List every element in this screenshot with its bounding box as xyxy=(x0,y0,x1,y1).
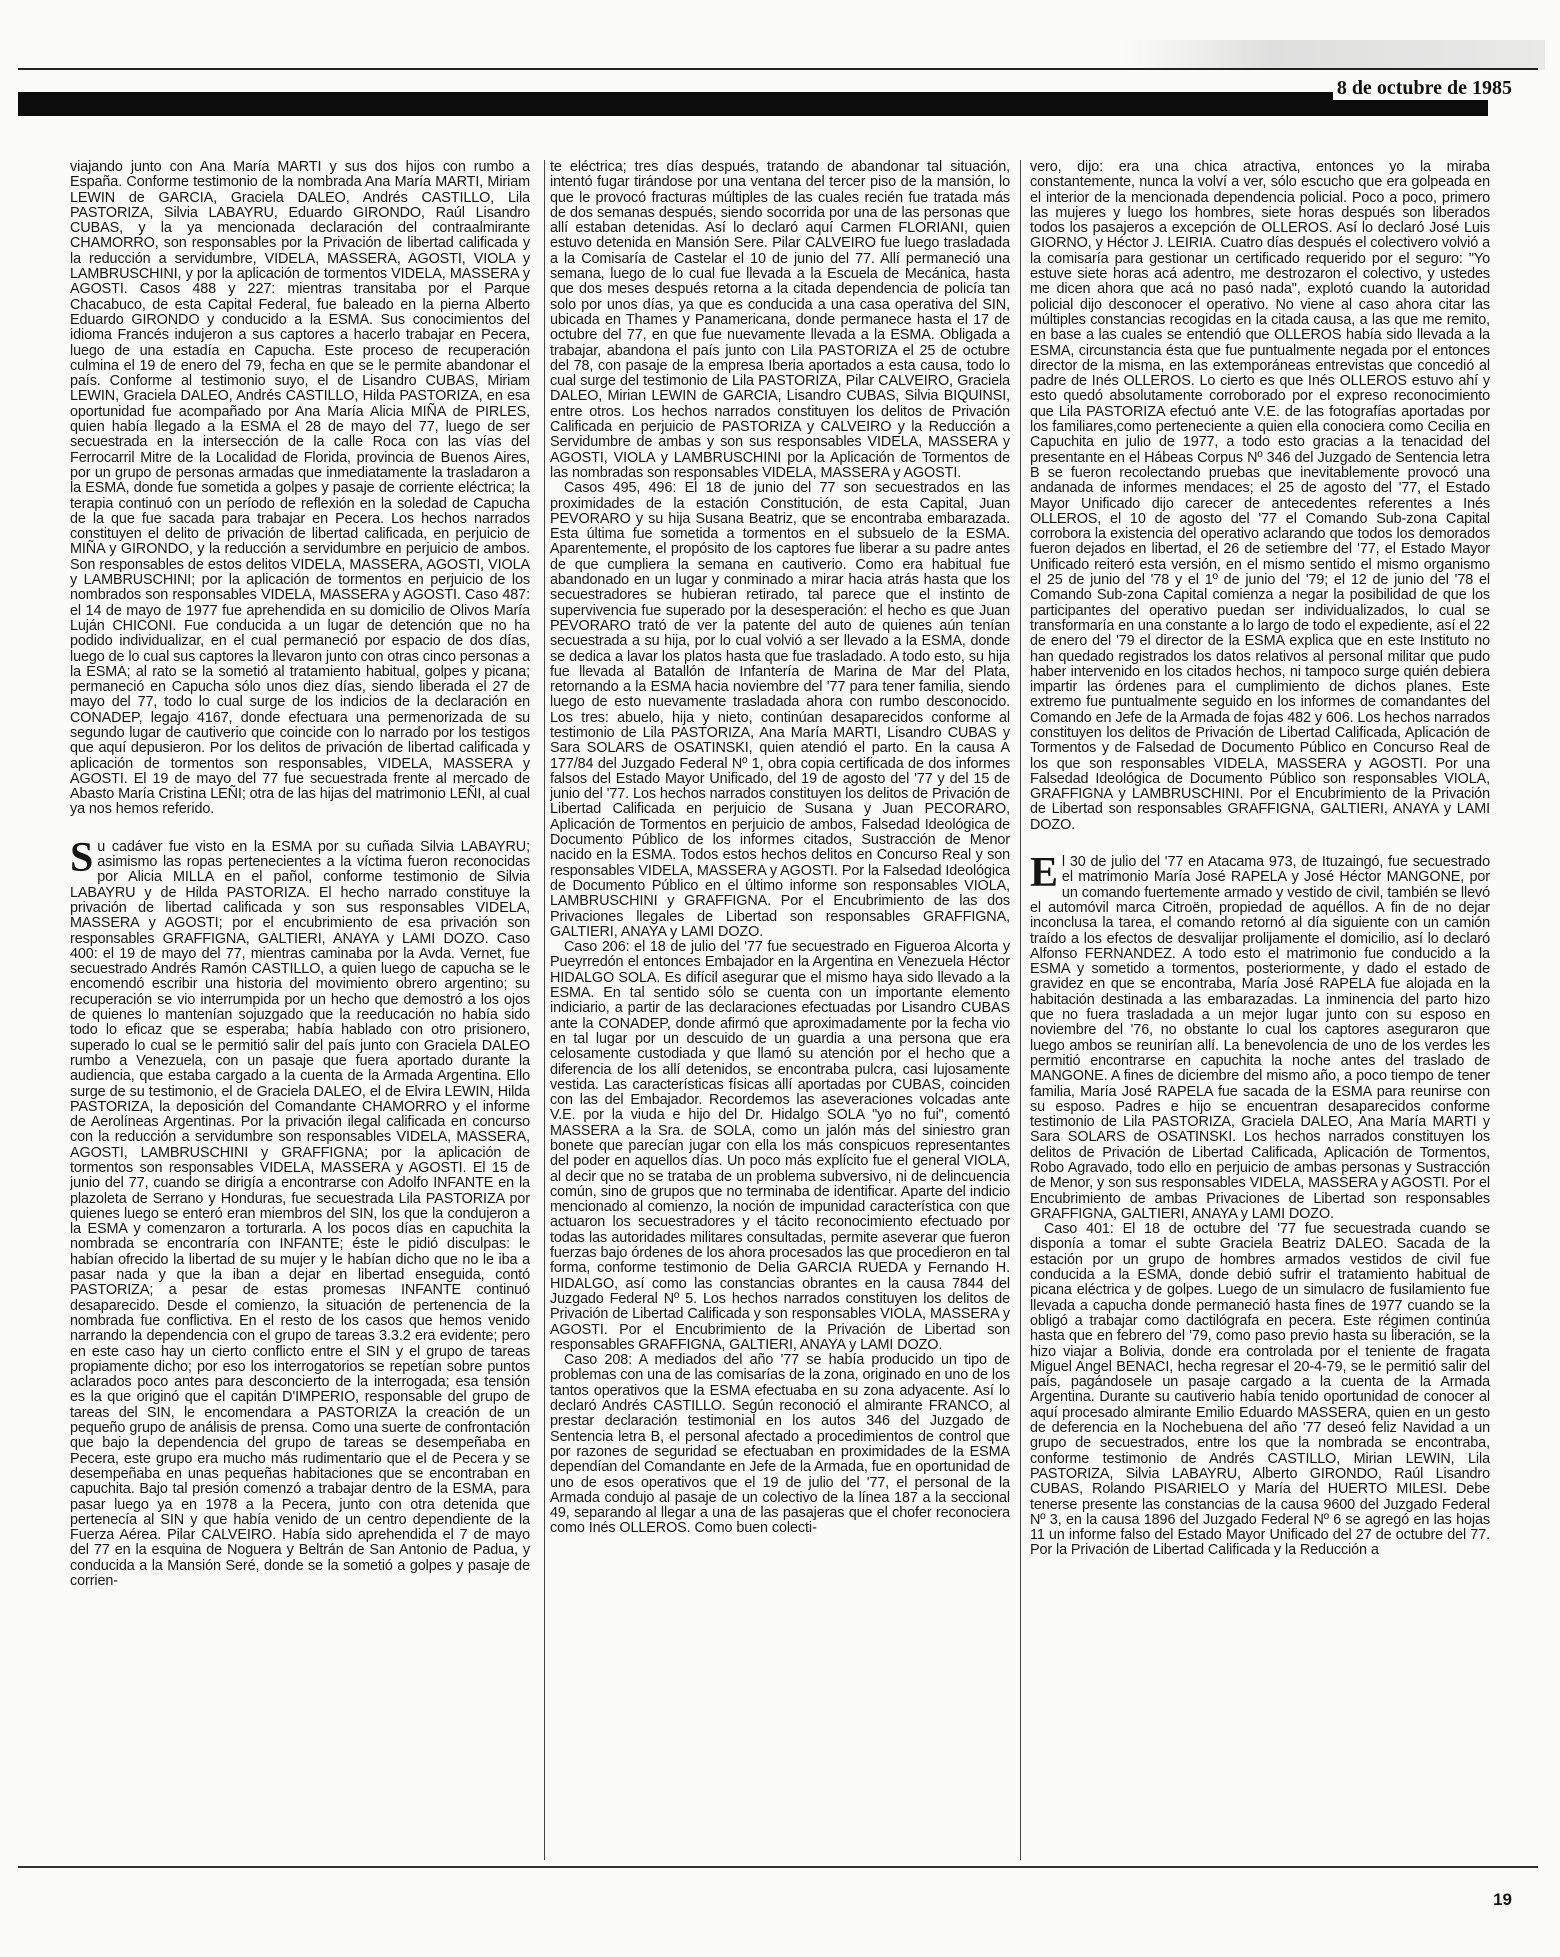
paragraph: te eléctrica; tres días después, tratando de abandonar tal situación, intentó fugar tirándose por una ventana del tercer piso de la mansión, lo que le provocó fracturas múltiples de las cuales recién fue tratada más de dos semanas después, siendo socorrida por una de las personas que allí estaban detenidas. Así lo declaró aquí Carmen FLORIANI, quien estuvo detenida en Mansión Sere. Pilar CALVEIRO fue luego trasladada a la Comisaría de Castelar el 10 de junio del 77. Allí permaneció una semana, luego de lo cual fue llevada a la Escuela de Mecánica, hasta que dos meses después retorna a la citada dependencia de policía tan solo por unos días, ya que es conducida a una casa operativa del SIN, ubicada en Thames y Panamericana, donde permanece hasta el 17 de octubre del 77, en que fue nuevamente llevada a la ESMA. Obligada a trabajar, abandona el país junto con Lila PASTORIZA el 25 de octubre del 78, con pasaje de la empresa Iberia aportados a esta causa, todo lo cual surge del testimonio de Lila PASTORIZA, Pilar CALVEIRO, Graciela DALEO, Mirian LEWIN de GARCIA, Lisandro CUBAS, Silvia BIQUINSI, entre otros. Los hechos narrados constituyen los delitos de Privación Calificada en perjuicio de PASTORIZA y CALVEIRO y la Reducción a Servidumbre de ambas y son sus responsables VIDELA, MASSERA y AGOSTI, VIOLA y LAMBRUSCHINI por la Aplicación de Tormentos de las nombradas son responsables VIDELA, MASSERA y AGOSTI. xyxy=(550,160,1010,481)
header-bar xyxy=(18,92,1488,116)
paragraph: Caso 206: el 18 de julio del '77 fue secuestrado en Figueroa Alcorta y Pueyrredón el entonces Embajador en la Argentina en Venezuela Héctor HIDALGO SOLA. Es difícil asegurar que el mismo haya sido llevado a la ESMA. En tal sentido sólo se cuenta con un importante elemento indiciario, a partir de las declaraciones efectuadas por Lisandro CUBAS ante la CONADEP, donde afirmó que aproximadamente por la fecha vio en tal lugar por un descuido de un guardia a una persona que era celosamente custodiada y que llamó su atención por el hecho que a diferencia de los allí detenidos, se encontraba pulcra, casi lujosamente vestida. Las características físicas allí aportadas por CUBAS, coinciden con las del Embajador. Recordemos las aseveraciones volcadas ante V.E. por la viuda e hijo del Dr. Hidalgo SOLA "yo no fui", comentó MASSERA a la Sra. de SOLA, como un jalón más del siniestro gran bonete que parecían jugar con ella los más conspicuos representantes del poder en aquellos días. Un poco más explícito fue el general VIOLA, al decir que no se trataba de un problema subversivo, ni de delincuencia común, sino de grupos que no terminaba de identificar. Aparte del indicio mencionado al comienzo, la noción de impunidad característica con que actuaron los secuestradores y el tácito reconocimiento efectuado por todas las autoridades militares consultadas, permite aseverar que fueron fuerzas bajo órdenes de los ahora procesados las que procedieron en tal forma, conforme testimonio de Delia GARCIA RUEDA y Fernando H. HIDALGO, así como las constancias obrantes en la causa 7844 del Juzgado Federal Nº 5. Los hechos narrados constituyen los delitos de Privación de Libertad Calificada y son responsables VIOLA, MASSERA y AGOSTI. Por el Encubrimiento de la Privación de Libertad son responsables GRAFFIGNA, GALTIERI, ANAYA y LAMI DOZO. xyxy=(550,939,1010,1353)
bottom-rule xyxy=(18,1866,1538,1868)
bleed-through-shadow xyxy=(1125,40,1545,70)
column-1 xyxy=(70,160,530,1850)
paragraph: Casos 495, 496: El 18 de junio del 77 son secuestrados en las proximidades de la estación Constitución, de esta Capital, Juan PEVORARO y su hija Susana Beatriz, que se encontraba embarazada. Esta última fue sometida a tormentos en el subsuelo de la ESMA. Aparentemente, el propósito de los captores fue liberar a su padre antes de que cumpliera la semana en cautiverio. Como era habitual fue abandonado en un lugar y conminado a mirar hacia atrás hasta que los secuestradores se hubieran retirado, tal parece que el instinto de supervivencia fue superado por la desesperación: el hecho es que Juan PEVORARO trató de ver la patente del auto de quienes aún tenían secuestrada a su hija, por lo cual volvió a ser llevado a la ESMA, donde se dedica a lavar los platos hasta que fue trasladado. A todo esto, su hija fue llevada al Batallón de Infantería de Marina de Mar del Plata, retornando a la ESMA hacia noviembre del '77 para tener familia, siendo luego de esto nuevamente trasladada ahora con rumbo desconocido. Los tres: abuelo, hija y nieto, continúan desaparecidos conforme al testimonio de Lila PASTORIZA, Ana María MARTI, Lisandro CUBAS y Sara SOLARS de OSATINSKI, quien atendió el parto. En la causa A 177/84 del Juzgado Federal Nº 1, obra copia certificada de dos informes falsos del Estado Mayor Unificado, del 19 de agosto del '77 y del 15 de junio del '77. Los hechos narrados constituyen los delitos de Privación de Libertad Calificada en perjuicio de Susana y Juan PECORARO, Aplicación de Tormentos en perjuicio de ambos, Falsedad Ideológica de Documento Público de los informes citados, Sustracción de Menor nacido en la ESMA. Todos estos hechos delitos en Concurso Real y son responsables VIDELA, MASSERA y AGOSTI. Por la Falsedad Ideológica de Documento Público en el último informe son responsables VIOLA, LAMBRUSCHINI y GRAFFIGNA. Por el Encubrimiento de las dos Privaciones llegales de Libertad son responsables GRAFFIGNA, GALTIERI, ANAYA y LAMI DOZO. xyxy=(550,480,1010,940)
paragraph: Caso 401: El 18 de octubre del '77 fue secuestrada cuando se disponía a tomar el subte Graciela Beatriz DALEO. Sacada de la estación por un grupo de hombres armados vestidos de civil fue conducida a la ESMA, donde debió sufrir el tratamiento habitual de picana eléctrica y de golpes. Luego de un simulacro de fusilamiento fue llevada a capucha donde permaneció hasta fines de 1977 cuando se la obligó a trabajar como dactilógrafa en pecera. Este régimen continúa hasta que en febrero del '79, como paso previo hasta su liberación, se la hizo viajar a Bolivia, donde era controlada por el teniente de fragata Miguel Angel BENACI, hecha regresar el 20-4-79, se le permitió salir del país, pagándosele un pasaje cargado a la cuenta de la Armada Argentina. Durante su cautiverio había tenido oportunidad de conocer al aquí procesado almirante Emilio Eduardo MASSERA, quien en un gesto de deferencia en la Nochebuena del año '77 deseó feliz Navidad a un grupo de secuestrados, entre los que la nombrada se encontraba, conforme testimonio de Andrés CASTILLO, Mirian LEWIN, Lila PASTORIZA, Silvia LABAYRU, Alberto GIRONDO, Raúl Lisandro CUBAS, Rolando PISARIELO y María del HUERTO MILESI. Debe tenerse presente las constancias de la causa 9600 del Juzgado Federal Nº 3, en la causa 1896 del Juzgado Federal Nº 6 se agregó en las hojas 11 un informe falso del Estado Mayor Unificado del 27 de octubre del 77. Por la Privación de Libertad Calificada y la Reducción a xyxy=(1030,1221,1490,1559)
paragraph: viajando junto con Ana María MARTI y sus dos hijos con rumbo a España. Conforme testimonio de la nombrada Ana María MARTI, Miriam LEWIN de GARCIA, Graciela DALEO, Andrés CASTILLO, Lila PASTORIZA, Silvia LABAYRU, Eduardo GIRONDO, Raúl Lisandro CUBAS, y la ya mencionada declaración del contraalmirante CHAMORRO, son responsables por la Privación de libertad calificada y la reducción a servidumbre, VIDELA, MASSERA, AGOSTI, VIOLA y LAMBRUSCHINI, y por la aplicación de tormentos VIDELA, MASSERA y AGOSTI. Casos 488 y 227: mientras transitaba por el Parque Chacabuco, de esta Capital Federal, fue baleado en la pierna Alberto Eduardo GIRONDO y conducido a la ESMA. Sus conocimientos del idioma Francés indujeron a sus captores a hacerlo trabajar en Pecera, luego de una estadía en Capucha. Este proceso de recuperación culmina el 19 de enero del 79, fecha en que se le permite abandonar el país. Conforme al testimonio suyo, el de Lisandro CUBAS, Miriam LEWIN, Graciela DALEO, Andrés CASTILLO, Hilda PASTORIZA, en esa oportunidad fue acompañado por Ana María Alicia MIÑA de PIRLES, quien había llegado a la ESMA el 28 de mayo del 77, luego de ser secuestrada en la intersección de la calle Roca con las vías del Ferrocarril Mitre de la Localidad de Florida, provincia de Buenos Aires, por un grupo de personas armadas que inmediatamente la trasladaron a la ESMA, donde fue sometida a golpes y pasaje de corriente eléctrica; la terapia continuó con un período de reflexión en la soledad de Capucha de la que fue sacada para trabajar en Pecera. Los hechos narrados constituyen el delito de privación de libertad calificada, en perjuicio de MIÑA y GIRONDO, y la reducción a servidumbre en perjuicio de ambos. Son responsables de estos delitos VIDELA, MASSERA, AGOSTI, VIOLA y LAMBRUSCHINI; por la aplicación de tormentos en perjuicio de los nombrados son responsables VIDELA, MASSERA y AGOSTI. Caso 487: el 14 de mayo de 1977 fue aprehendida en su domicilio de Olivos María Luján CHICONI. Fue conducida a un lugar de detención que no ha podido individualizar, en el cual permaneció por espacio de dos días, luego de lo cual sus captores la llevaron junto con otras cinco personas a la ESMA; al rato se la sometió al tratamiento habitual, golpes y picana; permaneció en Capucha sólo unos diez días, siendo liberada el 27 de mayo del 77, todo lo cual surge de los indicios de la declaración en CONADEP, legajo 4167, donde efectuara una permenorizada de su segundo lugar de cautiverio que coincide con lo narrado por los testigos que aquí depusieron. Por los delitos de privación de libertad calificada y aplicación de tormentos son responsables, VIDELA, MASSERA y AGOSTI. El 19 de mayo del 77 fue secuestrada frente al mercado de Abasto María Cristina LEÑI; otra de las hijas del matrimonio LEÑI, al cual ya nos hemos referido. xyxy=(70,160,530,818)
paragraph: Caso 208: A mediados del año '77 se había producido un tipo de problemas con una de las comisarías de la zona, originado en uno de los tantos operativos que la ESMA efectuaba en su zona adyacente. Así lo declaró Andrés CASTILLO. Según reconoció el almirante FRANCO, al prestar declaración testimonial en los autos 346 del Juzgado de Sentencia letra B, el personal afectado a procedimientos de control que por razones de seguridad se efectuaban en proximidades de la ESMA dependían del Comandante en Jefe de la Armada, fue en oportunidad de uno de esos operativos que el 19 de julio del '77, el personal de la Armada condujo al pasaje de un colectivo de la línea 187 a la seccional 49, separando al llegar a una de las pasajeras que el chofer reconociera como Inés OLLEROS. Como buen colecti- xyxy=(550,1352,1010,1537)
article-columns xyxy=(70,160,1490,1850)
column-3 xyxy=(1030,160,1490,1850)
drop-cap: S xyxy=(70,834,94,881)
paragraph-dropcap xyxy=(70,834,530,1590)
paragraph-dropcap xyxy=(1030,850,1490,1222)
page-number: 19 xyxy=(1493,1890,1512,1909)
drop-cap: E xyxy=(1030,850,1058,897)
paragraph-text: l 30 de julio del '77 en Atacama 973, de Ituzaingó, fue secuestrado el matrimonio María José RAPELA y José Héctor MANGONE, por un comando fuertemente armado y vestido de civil, también se llevó el automóvil marca Citroën, propiedad de aquéllos. A fin de no dejar inconclusa la tarea, el comando retornó al día siguiente con un camión traído a los efectos de desvalijar prolijamente el domicilio, así lo declaró Alfonso FERNANDEZ. A todo esto el matrimonio fue conducido a la ESMA y sometido a tormentos, posteriormente, y dado el estado de gravidez en que se encontraba, María José RAPELA fue alojada en la habitación destinada a las embarazadas. La inminencia del parto hizo que no fuera trasladada a un mejor lugar junto con su esposo en noviembre del '76, no obstante lo cual los captores aseguraron que luego ambos se reunirían allí. La benevolencia de uno de los verdes les permitió encontrarse en capuchita la noche antes del traslado de MANGONE. A fines de diciembre del mismo año, a poco tiempo de tener familia, María José RAPELA fue sacada de la ESMA para reunirse con su esposo. Padres e hijo se encuentran desaparecidos conforme testimonio de Lila PASTORIZA, Graciela DALEO, Ana María MARTI y Sara SOLARS de OSATINSKI. Los hechos narrados constituyen los delitos de Privación de Libertad Calificada, Aplicación de Tormentos, Robo Agravado, todo ello en perjuicio de ambas personas y Sustracción de Menor, y son sus responsables VIDELA, MASSERA y AGOSTI. Por el Encubrimiento de ambas Privaciones de Libertad son responsables GRAFFIGNA, GALTIERI, ANAYA y LAMI DOZO. xyxy=(1030,854,1490,1222)
paragraph-text: u cadáver fue visto en la ESMA por su cuñada Silvia LABAYRU; asimismo las ropas pertenecientes a la víctima fueron reconocidas por Alicia MILLA en el pañol, conforme testimonio de Silvia LABAYRU y de Hilda PASTORIZA. El hecho narrado constituye la privación de libertad calificada y son sus responsables VIDELA, MASSERA y AGOSTI; por el encubrimiento de esa privación son responsables GRAFFIGNA, GALTIERI, ANAYA y LAMI DOZO. Caso 400: el 19 de mayo del 77, mientras caminaba por la Avda. Vernet, fue secuestrado Andrés Ramón CASTILLO, a quien luego de capucha se le encomendó escribir una historia del movimiento obrero argentino; su recuperación se vio interrumpida por un hecho que demostró a los ojos de quienes lo mantenían sojuzgado que la reeducación no había sido todo lo eficaz que se esperaba; había hablado con otro prisionero, superado lo cual se le permitió salir del país junto con Graciela DALEO rumbo a Venezuela, con un pasaje que fuera aportado durante la audiencia, que estaba cargado a la cuenta de la Armada Argentina. Ello surge de su testimonio, el de Graciela DALEO, el de Elvira LEWIN, Hilda PASTORIZA, la deposición del Comandante CHAMORRO y el informe de Aerolíneas Argentinas. Por la privación ilegal calificada en concurso con la reducción a servidumbre son responsables VIDELA, MASSERA, AGOSTI, LAMBRUSCHINI y GRAFFIGNA; por la aplicación de tormentos son responsables VIDELA, MASSERA y AGOSTI. El 15 de junio del 77, cuando se dirigía a encontrarse con Adolfo INFANTE en la plazoleta de Serrano y Honduras, fue secuestrada Lila PASTORIZA por quienes luego se enteró eran miembros del SIN, los que la condujeron a la ESMA y comenzaron a torturarla. A los pocos días en capuchita la nombrada se encontraría con INFANTE; éste le pidió disculpas: le habían ofrecido la libertad de su mujer y le habían dicho que no le iba a pasar nada y que la iban a dejar en libertad enseguida, contó PASTORIZA; a pesar de estas promesas INFANTE continuó desaparecido. Desde el comienzo, la situación de pertenencia de la nombrada fue conflictiva. En el resto de los casos que hemos venido narrando la dependencia con el grupo de tareas 3.3.2 era evidente; pero en este caso hay un cierto conflicto entre el SIN y el grupo de tareas propiamente dicho; por eso los interrogatorios se repetían sobre puntos aclarados poco antes para desconcierto de la interrogada; esa tensión es la que originó que el capitán D'IMPERIO, responsable del grupo de tareas del SIN, le encomendara a PASTORIZA la creación de un pequeño grupo de análisis de prensa. Como una suerte de confrontación que bajo la dependencia del grupo de tareas se desempeñaba en Pecera, este grupo era mucho más rudimentario que el de Pecera y se desempeñaba en unas pequeñas habitaciones que se encontraban en capuchita. Bajo tal presión comenzó a trabajar dentro de la ESMA, para pasar luego ya en 1978 a la Pecera, junto con otra detenida que pertenecía al SIN y que había venido de un centro dependiente de la Fuerza Aérea. Pilar CALVEIRO. Había sido aprehendida el 7 de mayo del 77 en la esquina de Noguera y Beltrán de San Antonio de Padua, y conducida a la Mansión Seré, donde se la sometió a golpes y pasaje de corrien- xyxy=(70,838,530,1590)
column-2 xyxy=(550,160,1010,1850)
top-rule xyxy=(18,68,1538,70)
paragraph: vero, dijo: era una chica atractiva, entonces yo la miraba constantemente, nunca la volví a ver, sólo escucho que era golpeada en el interior de la mencionada dependencia policial. Poco a poco, primero las mujeres y luego los hombres, siete horas después son liberados todos los pasajeros a excepción de OLLEROS. Así lo declaró José Luis GIORNO, y Héctor J. LEIRIA. Cuatro días después el colectivero volvió a la comisaría para gestionar un certificado requerido por el seguro: "Yo estuve siete horas acá adentro, me destrozaron el colectivo, y ustedes me dicen ahora que acá no pasó nada", explotó cuando la autoridad policial dijo desconocer el operativo. No viene al caso ahora citar las múltiples constancias recogidas en la citada causa, a las que me remito, en base a las cuales se entendió que OLLEROS había sido llevada a la ESMA, circunstancia ésta que fue puntualmente negada por el entonces director de la misma, en las extemporáneas entrevistas que concedió al padre de Inés OLLEROS. Lo cierto es que Inés OLLEROS estuvo ahí y esto quedó absolutamente corroborado por el expreso reconocimiento que Lila PASTORIZA efectuó ante V.E. de las fotografías aportadas por los familiares,como perteneciente a quien ella conociera como Cecilia en Capuchita en julio de 1977, a todo esto gracias a la tenacidad del presentante en el Hábeas Corpus Nº 346 del Juzgado de Sentencia letra B se fueron recolectando pruebas que inevitablemente provocó una andanada de informes mendaces; el 25 de agosto del '77, el Estado Mayor Unificado dijo carecer de antecedentes referentes a Inés OLLEROS, el 10 de agosto del '77 el Comando Sub-zona Capital corrobora la existencia del operativo aclarando que todos los demorados fueron dejados en libertad, el 26 de setiembre del '77, el Estado Mayor Unificado reiteró esta versión, en el mismo sentido el mismo organismo el 25 de junio del '78 y el 1º de junio del '79; el 12 de junio del '78 el Comando Sub-zona Capital comienza a negar la posibilidad de que los participantes del operativo puedan ser individualizados, lo cual se transformaría en una constante a lo largo de todo el expediente, así el 22 de enero del '79 el director de la ESMA explica que en este Instituto no han quedado registrados los datos relativos al personal militar que pudo haber intervenido en los citados hechos, ni tampoco surge quién debiera impartir las órdenes para el cumplimiento de dichos planes. Este extremo fue puntualmente seguido en los informes de comandantes del Comando en Jefe de la Armada de fojas 482 y 606. Los hechos narrados constituyen los delitos de Privación de Libertad Calificada, Aplicación de Tormentos y de Falsedad de Documento Público en Concurso Real de los que son responsables VIDELA, MASSERA y AGOSTI. Por una Falsedad Ideológica de Documento Público son responsables VIOLA, GRAFFIGNA y LAMBRUSCHINI. Por el Encubrimiento de la Privación de Libertad son responsables GRAFFIGNA, GALTIERI, ANAYA y LAMI DOZO. xyxy=(1030,160,1490,833)
issue-date: 8 de octubre de 1985 xyxy=(1333,76,1516,100)
